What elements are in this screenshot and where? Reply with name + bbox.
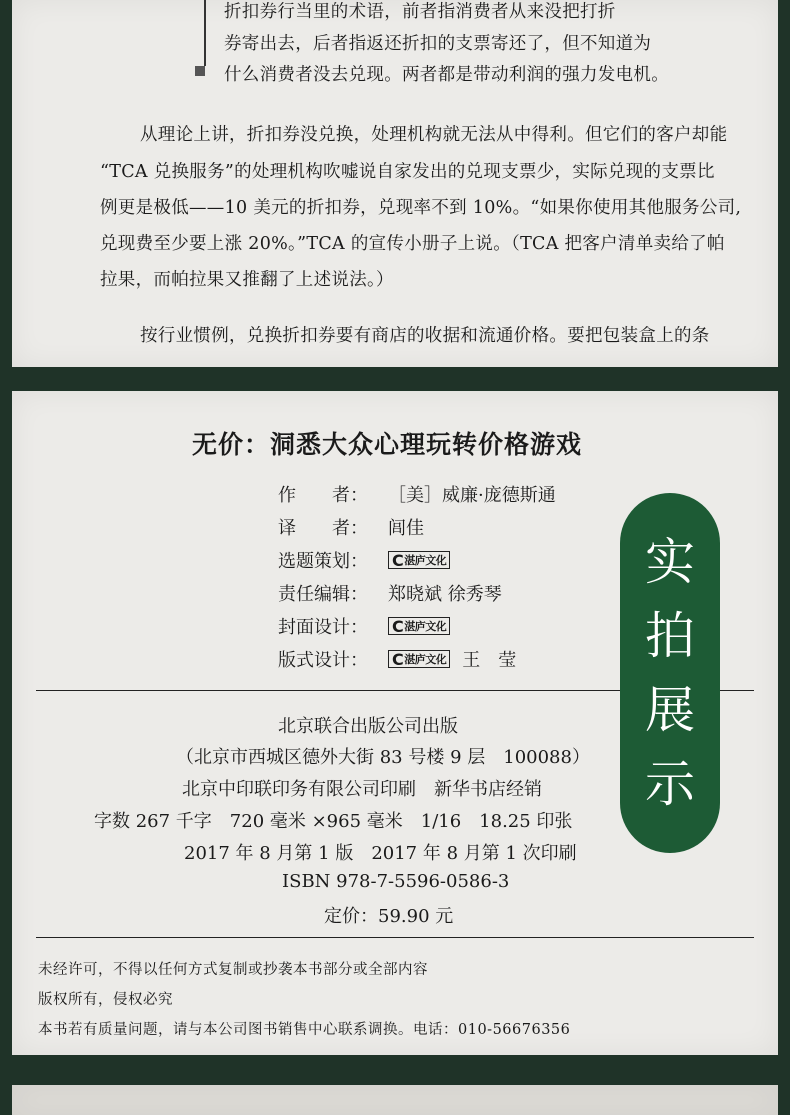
credit-editor [278, 580, 502, 606]
credit-label: 版式设计： [278, 650, 368, 671]
publisher-address: （北京市西城区德外大街 83 号楼 9 层 100088） [176, 747, 590, 768]
text-line: 按行业惯例，兑换折扣券要有商店的收据和流通价格。要把包装盒上的条 [140, 326, 710, 346]
notice-line: 未经许可，不得以任何方式复制或抄袭本书部分或全部内容 [38, 962, 428, 978]
edition-line: 2017 年 8 月第 1 版 2017 年 8 月第 1 次印刷 [184, 843, 577, 864]
credit-label: 选题策划： [278, 551, 368, 572]
specs-line: 字数 267 千字 720 毫米 ×965 毫米 1/16 18.25 印张 [94, 811, 573, 832]
text-line: “TCA 兑换服务”的处理机构吹嘘说自家发出的兑现支票少，实际兑现的支票比 [100, 162, 715, 182]
divider [36, 937, 754, 938]
text-line: 兑现费至少要上涨 20%。”TCA 的宣传小册子上说。（TCA 把客户清单卖给了帕 [100, 234, 725, 254]
credit-planning [278, 547, 462, 573]
credit-author [278, 481, 556, 507]
credit-label: 封面设计： [278, 617, 368, 638]
text-line: 什么消费者没去兑现。两者都是带动利润的强力发电机。 [224, 65, 669, 85]
credit-layout-design [278, 646, 516, 672]
publisher-logo: C 湛庐文化 [388, 650, 450, 668]
badge-char: 示 [645, 755, 695, 813]
notice-line: 本书若有质量问题，请与本公司图书销售中心联系调换。电话：010-56676356 [38, 1022, 571, 1038]
text-line: 从理论上讲，折扣券没兑换，处理机构就无法从中得利。但它们的客户却能 [140, 125, 728, 145]
next-page-edge [12, 1085, 778, 1115]
badge-char: 展 [645, 681, 695, 739]
credit-label: 译 者： [278, 518, 368, 539]
printer-line: 北京中印联印务有限公司印刷 新华书店经销 [182, 779, 542, 800]
text-line: 券寄出去，后者指返还折扣的支票寄还了，但不知道为 [224, 34, 652, 54]
text-line: 例更是极低——10 美元的折扣券，兑现率不到 10%。“如果你使用其他服务公司, [100, 198, 742, 218]
book-page-excerpt [12, 0, 778, 367]
credit-value: 郑晓斌 徐秀琴 [388, 584, 502, 605]
quote-marker [195, 66, 205, 76]
credit-value: 闾佳 [388, 518, 424, 539]
isbn-line: ISBN 978-7-5596-0586-3 [282, 871, 510, 892]
publisher-line: 北京联合出版公司出版 [278, 716, 458, 737]
book-title: 无价：洞悉大众心理玩转价格游戏 [192, 430, 583, 459]
notice-line: 版权所有，侵权必究 [38, 992, 173, 1008]
credit-value: 王 莹 [462, 650, 517, 671]
credit-value: ［美］威廉·庞德斯通 [388, 485, 556, 506]
photo-badge [620, 493, 720, 853]
credit-label: 责任编辑： [278, 584, 368, 605]
credit-cover-design [278, 613, 462, 639]
badge-char: 拍 [645, 607, 695, 665]
price-line: 定价：59.90 元 [324, 906, 454, 927]
text-line: 折扣券行当里的术语，前者指消费者从来没把打折 [224, 2, 616, 22]
credit-label: 作 者： [278, 485, 368, 506]
publisher-logo: C 湛庐文化 [388, 551, 450, 569]
badge-char: 实 [645, 533, 695, 591]
credit-translator [278, 514, 424, 540]
publisher-logo: C 湛庐文化 [388, 617, 450, 635]
text-line: 拉果，而帕拉果又推翻了上述说法。） [100, 270, 394, 290]
quote-bar [204, 0, 206, 66]
